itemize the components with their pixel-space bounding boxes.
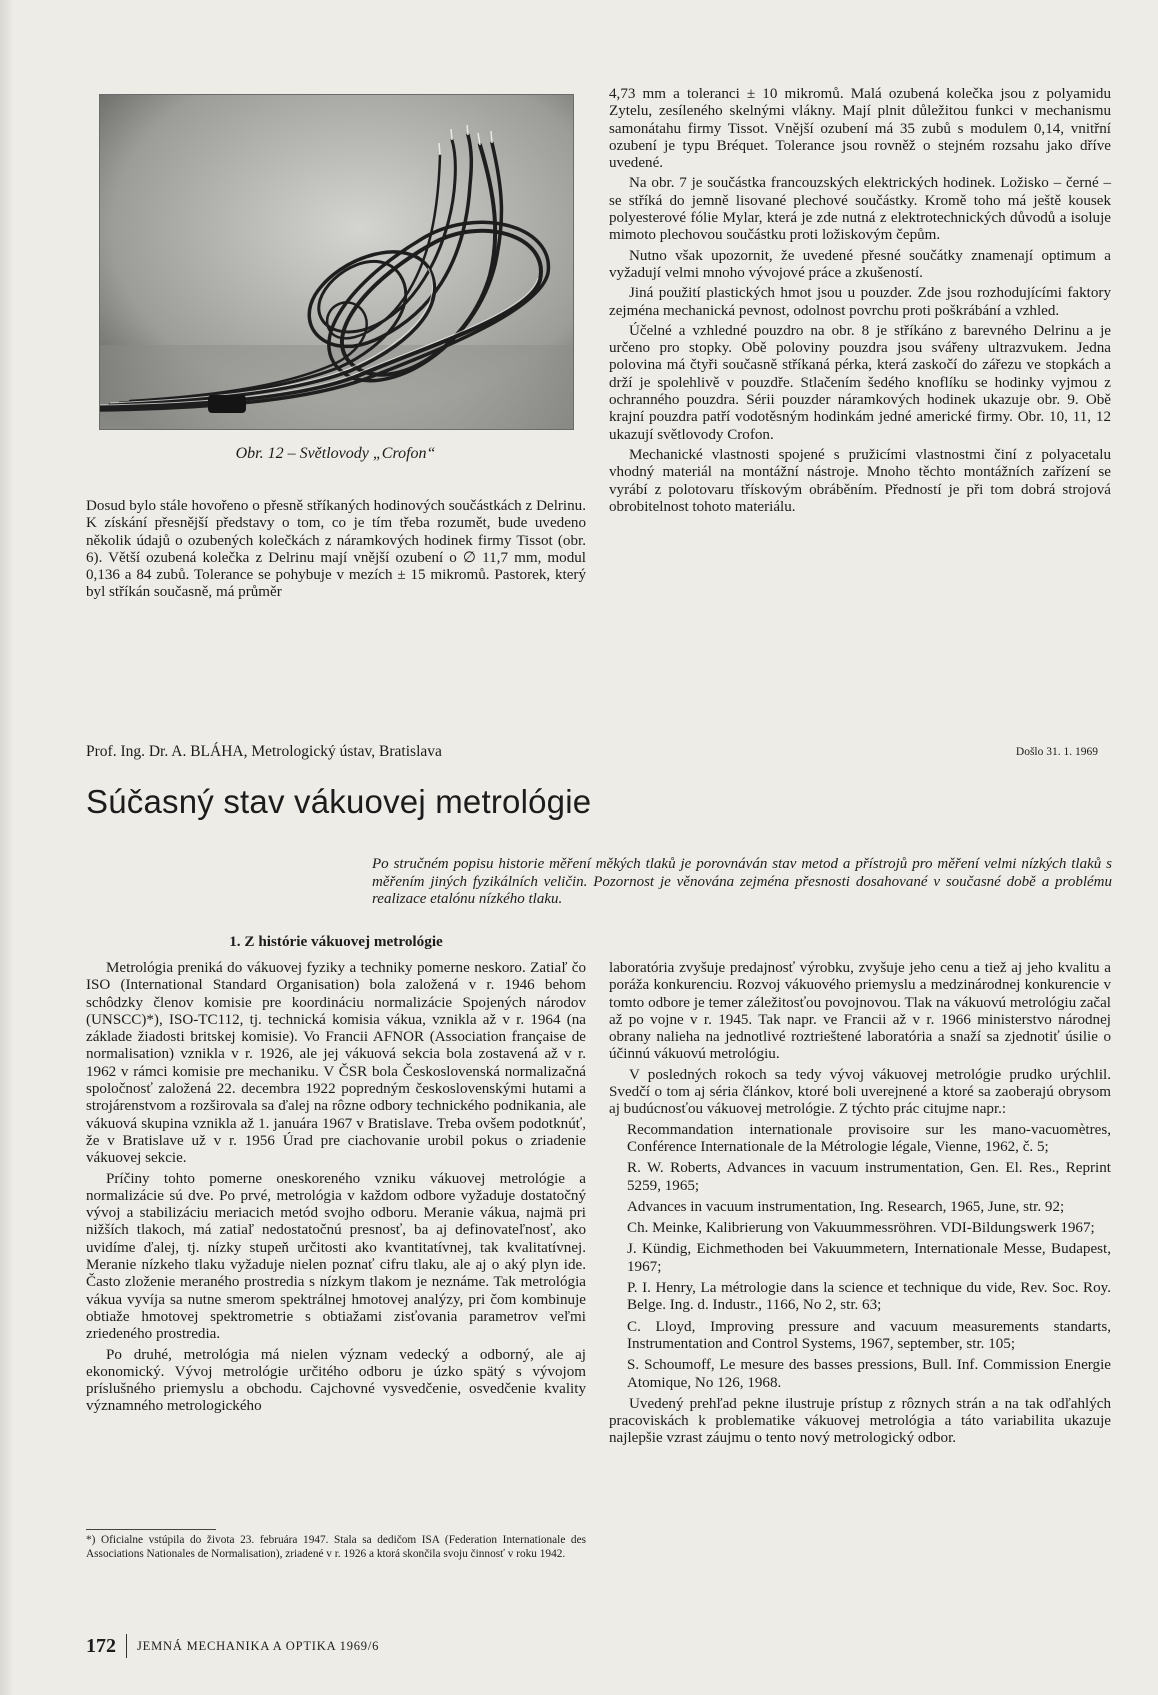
paragraph: Metrológia preniká do vákuovej fyziky a techniky pomerne neskoro. Zatiaľ čo ISO (International Standard Organisation) bola založená v r. 1946 behom schôdzky členov komisie pre koordináciu normalizácie Spojených národov (UNSCC)*), ISO-TC112, tj. technická komisia vákua, vznikla až v r. 1964 (na základe žiadosti britskej komisie). Vo Francii AFNOR (Association française de normalisation) vznikla v r. 1926, ale jej vákuová sekcia bola zostavená až v r. 1962 v rámci komisie pre mechaniku. V ČSR bola Československá normalizačná spoločnosť založená 22. decembra 1922 popredným československými hutami a strojárenstvom a rozširovala sa ďalej na rôzne odbory technického podnikania, ale vákuová skupina vznikla až 1. januára 1967 v Bratislave. Treba ovšem podotknúť, že v Bratislave už v r. 1956 Úrad pre ciachovanie urobil pokus o zriadenie vákuovej sekcie.	[86, 960, 586, 1167]
light-guide-photo	[100, 95, 573, 429]
paragraph: laboratória zvyšuje predajnosť výrobku, zvyšuje jeho cenu a tiež aj jeho kvalitu a poráža konkurenciu. Rozvoj vákuového priemyslu a medzinárodnej konkurencie v tomto odbore je temer záležitosťou povojnovou. Tlak na vákuovú metrológiu začal až po vojne v r. 1945. Tak napr. ve Francii až v r. 1966 ministerstvo národnej obrany nalieha na jednotlivé roztrieštené laboratória a snaží sa zjednotiť úsilie o účinnú vákuovú metrológiu.	[609, 960, 1111, 1063]
paragraph: Mechanické vlastnosti spojené s pružicími vlastnostmi činí z polyacetalu vhodný materiál na montážní nástroje. Mnoho těchto montážních zařízení se vyrábí z polotovaru třískovým obráběním. Předností je při tom dobrá strojová obrobitelnost tohoto materiálu.	[609, 446, 1111, 515]
reference-item: P. I. Henry, La métrologie dans la science et technique du vide, Rev. Soc. Roy. Belge. Ing. d. Industr., 1166, No 2, str. 63;	[627, 1280, 1111, 1314]
paragraph: Príčiny tohto pomerne oneskoreného vzniku vákuovej metrológie a normalizácie sú dve. Po prvé, metrológia v každom odbore vyžaduje dostatočný vývoj a stabilizáciu meriacich metód svojho odboru. Meranie vákua, najmä pri nižších tlakoch, má zatiaľ nedostatočnú presnosť, ba aj definovateľnosť, ako uvidíme ďalej, tj. nízky stupeň určitosti ako kvantitatívnej, tak kvalitatívnej. Meranie nízkeho tlaku vyžaduje nielen poznať cifru tlaku, ale aj o aký plyn ide. Často zloženie meraného prostredia s nízkym tlakom je neznáme. Tak metrológia vákua vyvíja sa nutne smerom spektrálnej hmotovej analýzy, pri čom kombinuje obtiaže hmotovej spektrometrie s obtiažami zisťovania parametrov veľmi zriedeného prostredia.	[86, 1170, 586, 1343]
received-date: Došlo 31. 1. 1969	[1015, 746, 1098, 758]
cable-sleeve	[208, 395, 246, 413]
article-abstract: Po stručném popisu historie měření měkých tlaků je porovnáván stav metod a přístrojů pro měření velmi nízkých tlaků s měřením jiných fyzikálních veličin. Pozornost je věnována zejména přesnosti dosahované v současné době a problému realizace etalónu nízkého tlaku.	[372, 856, 1112, 908]
left-column-bottom	[86, 960, 586, 1419]
reference-item: J. Kündig, Eichmethoden bei Vakuummetern, Internationale Messe, Budapest, 1967;	[627, 1241, 1111, 1275]
section-heading: 1. Z histórie vákuovej metrológie	[229, 933, 443, 950]
figure-caption: Obr. 12 – Světlovody „Crofon“	[235, 445, 436, 462]
figure-photo-light-guides	[99, 94, 574, 430]
page-footer	[86, 1634, 379, 1658]
paragraph: Na obr. 7 je součástka francouzských elektrických hodinek. Ložisko – černé – se stříká do jemně lisované plechové součástky. Kromě toho má ještě kousek polyesterové fólie Mylar, která je zde nutná z elektrotechnických důvodů a isoluje mimoto plechovou součástku proti ložiskovým čepům.	[609, 175, 1111, 244]
paragraph: Jiná použití plastických hmot jsou u pouzder. Zde jsou rozhodujícími faktory zejména mechanická pevnost, odolnost povrchu proti poškrábání a vzhled.	[609, 285, 1111, 319]
paragraph: Po druhé, metrológia má nielen význam vedecký a odborný, ale aj ekonomický. Vývoj metrológie určitého odboru je úzko spätý s vývojom príslušného priemyslu a obchodu. Cajchovné vysvedčenie, osvedčenie kvality významného metrologického	[86, 1346, 586, 1415]
reference-item: C. Lloyd, Improving pressure and vacuum measurements standarts, Instrumentation and Control Systems, 1967, september, str. 105;	[627, 1318, 1111, 1352]
reference-item: Advances in vacuum instrumentation, Ing. Research, 1965, June, str. 92;	[627, 1198, 1065, 1215]
right-column-top	[609, 86, 1111, 519]
reference-item: S. Schoumoff, Le mesure des basses pressions, Bull. Inf. Commission Energie Atomique, No 126, 1968.	[627, 1357, 1111, 1391]
reference-list	[609, 1122, 1111, 1392]
paragraph: Účelné a vzhledné pouzdro na obr. 8 je stříkáno z barevného Delrinu a je určeno pro stopky. Obě poloviny pouzdra jsou svářeny ultrazvukem. Jedna polovina má čtyři současně stříkaná pérka, která zaskočí do zářezu ve stopkách a drží je spolehlivě v pouzdře. Stlačením šedého knoflíku se hodinky vyjmou z ochranného pouzdra. Sérii pouzder náramkových hodinek ukazuje obr. 9. Obě krajní pouzdra patří vodotěsným hodinkám jedné americké firmy. Obr. 10, 11, 12 ukazují světlovody Crofon.	[609, 322, 1111, 443]
article-byline: Prof. Ing. Dr. A. BLÁHA, Metrologický ústav, Bratislava	[86, 743, 442, 760]
right-column-bottom	[609, 960, 1111, 1451]
page-number: 172	[86, 1634, 116, 1657]
reference-item: Ch. Meinke, Kalibrierung von Vakuummessröhren. VDI-Bildungswerk 1967;	[627, 1220, 1095, 1237]
scan-edge-shadow	[0, 0, 14, 1695]
journal-name: JEMNÁ MECHANIKA A OPTIKA 1969/6	[137, 1638, 380, 1653]
footnote-rule	[86, 1529, 216, 1530]
footer-separator	[126, 1634, 127, 1658]
footnote: *) Oficialne vstúpila do života 23. februára 1947. Stala sa dedičom ISA (Federation Internationale des Associations Nationales de Normalisation), zriadené v r. 1926 a ktorá skončila svoju činnosť v roku 1942.	[86, 1534, 586, 1560]
paragraph: 4,73 mm a toleranci ± 10 mikromů. Malá ozubená kolečka jsou z polyamidu Zytelu, zesíleného skelnými vlákny. Mají plnit důležitou funkci v mechanismu samonátahu firmy Tissot. Vnější ozubení má 35 zubů s modulem 0,14, vnitřní ozubení je typu Bréquet. Tolerance jsou rovněž o stejném rozsahu jako dříve uvedené.	[609, 86, 1111, 172]
reference-item: Recommandation internationale provisoire sur les mano-vacuomètres, Conférence Internationale de la Métrologie légale, Vienne, 1962, č. 5;	[627, 1121, 1111, 1155]
paragraph: Dosud bylo stále hovořeno o přesně stříkaných hodinových součástkách z Delrinu. K získání přesnější představy o tom, co je tím třeba rozumět, bude uvedeno několik údajů o ozubených kolečkách z náramkových hodinek firmy Tissot (obr. 6). Větší ozubená kolečka z Delrinu mají vnější ozubení o ∅ 11,7 mm, modul 0,136 a 84 zubů. Tolerance se pohybuje v mezích ± 15 mikromů. Pastorek, který byl stříkán současně, má průměr	[86, 498, 586, 601]
paragraph: Uvedený prehľad pekne ilustruje prístup z rôznych strán a na tak odľahlých pracoviskách k problematike vákuovej metrológia a táto variabilita ukazuje najlepšie vzrast záujmu o tento nový metrologický odbor.	[609, 1395, 1111, 1447]
reference-item: R. W. Roberts, Advances in vacuum instrumentation, Gen. El. Res., Reprint 5259, 1965;	[627, 1160, 1111, 1194]
article-title: Súčasný stav vákuovej metrológie	[86, 783, 592, 820]
left-column-top	[86, 498, 586, 605]
paragraph: V posledných rokoch sa tedy vývoj vákuovej metrológie prudko urýchlil. Svedčí o tom aj séria článkov, ktoré boli uverejnené a ktoré sa zaoberajú obrysom aj budúcnosťou vákuovej metrológie. Z týchto prác citujme napr.:	[609, 1066, 1111, 1118]
paragraph: Nutno však upozornit, že uvedené přesné součátky znamenají optimum a vyžadují velmi mnoho vývojové práce a zkušeností.	[609, 247, 1111, 281]
